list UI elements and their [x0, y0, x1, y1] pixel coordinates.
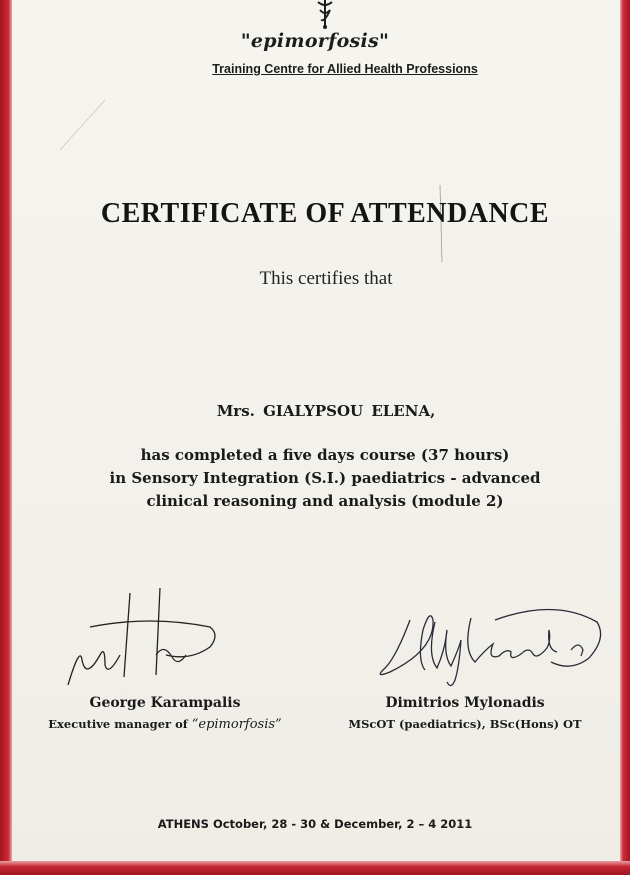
- right-signatory-name: Dimitrios Mylonadis: [385, 695, 545, 711]
- left-role-org: “epimorfosis”: [191, 717, 282, 732]
- course-line: in Sensory Integration (S.I.) paediatrics - advanced: [109, 469, 541, 487]
- left-signatory-role: [47, 717, 283, 732]
- place-date: ATHENS October, 28 - 30 & December, 2 – 4 2011: [157, 817, 473, 831]
- brand-name: "epimorfosis": [240, 30, 390, 52]
- certificate-title: CERTIFICATE OF ATTENDANCE: [100, 198, 550, 229]
- right-signature: [375, 600, 605, 695]
- certifies-intro: This certifies that: [259, 268, 393, 289]
- right-signatory-role: MScOT (paediatrics), BSc(Hons) OT: [348, 717, 582, 731]
- organization-subtitle: Training Centre for Allied Health Professions: [212, 62, 478, 76]
- recipient-name: Mrs. GIALYPSOU ELENA,: [216, 402, 436, 420]
- caduceus-logo-icon: [305, 0, 345, 30]
- left-role-prefix: Executive manager of: [48, 717, 192, 731]
- left-signature: [60, 585, 230, 695]
- course-description: [80, 444, 570, 513]
- left-signatory-name: George Karampalis: [89, 695, 241, 711]
- course-line: clinical reasoning and analysis (module 2): [146, 492, 504, 510]
- course-line: has completed a five days course (37 hours): [140, 446, 510, 464]
